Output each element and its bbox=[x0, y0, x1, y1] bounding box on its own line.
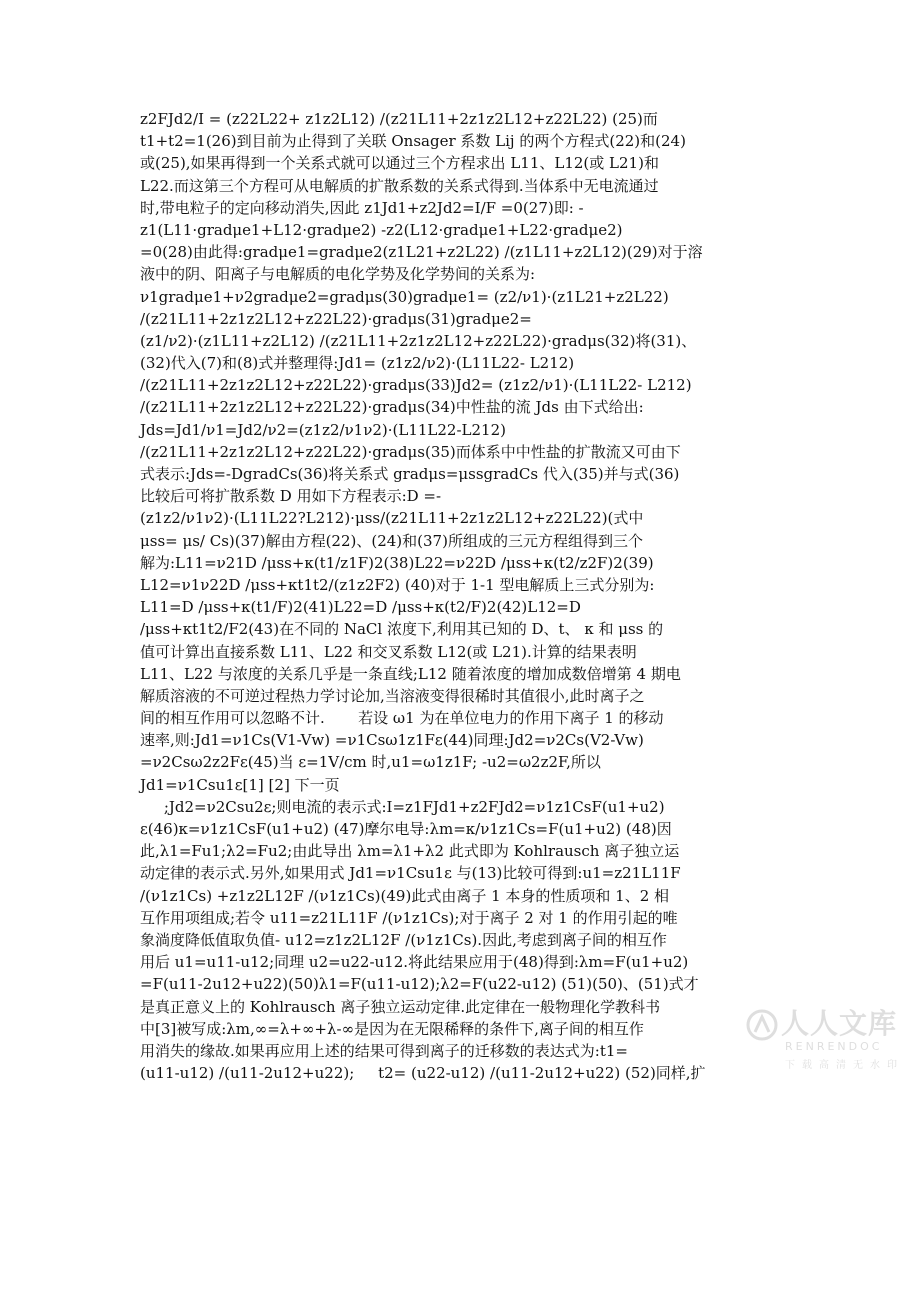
text-line: L22.而这第三个方程可从电解质的扩散系数的关系式得到.当体系中无电流通过 bbox=[140, 176, 659, 195]
text-line: /(z21L11+2z1z2L12+z22L22)·gradμs(34)中性盐的流 Jds 由下式给出: bbox=[140, 398, 644, 417]
text-line: 值可计算出直接系数 L11、L22 和交叉系数 L12(或 L21).计算的结果表明 bbox=[140, 642, 637, 661]
text-line: =F(u11-2u12+u22)(50)λ1=F(u11-u12);λ2=F(u22-u12) (51)(50)、(51)式才 bbox=[140, 975, 699, 994]
text-line: 式表示:Jds=-DgradCs(36)将关系式 gradμs=μssgradCs 代入(35)并与式(36) bbox=[140, 465, 680, 483]
text-line: 是真正意义上的 Kohlrausch 离子独立运动定律.此定律在一般物理化学教科书 bbox=[140, 997, 661, 1016]
text-line: =0(28)由此得:gradμe1=gradμe2(z1L21+z2L22) /(z1L11+z2L12)(29)对于溶 bbox=[140, 243, 703, 262]
text-line: Jds=Jd1/ν1=Jd2/ν2=(z1z2/ν1ν2)·(L11L22-L212) bbox=[140, 420, 506, 439]
text-line: t1+t2=1(26)到目前为止得到了关联 Onsager 系数 Lij 的两个方程式(22)和(24) bbox=[140, 132, 686, 151]
text-line: 间的相互作用可以忽略不计. 若设 ω1 为在单位电力的作用下离子 1 的移动 bbox=[140, 709, 664, 728]
text-line: 互作用项组成;若令 u11=z21L11F /(ν1z1Cs);对于离子 2 对 1 的作用引起的唯 bbox=[140, 908, 678, 927]
text-line: L11、L22 与浓度的关系几乎是一条直线;L12 随着浓度的增加成数倍增第 4 期电 bbox=[140, 664, 681, 683]
text-line: (z1/ν2)·(z1L11+z2L12) /(z21L11+2z1z2L12+z22L22)·gradμs(32)将(31)、 bbox=[140, 331, 697, 350]
text-line: 时,带电粒子的定向移动消失,因此 z1Jd1+z2Jd2=I/F =0(27)即: - bbox=[140, 198, 584, 217]
text-line: (32)代入(7)和(8)式并整理得:Jd1= (z1z2/ν2)·(L11L22- L212) bbox=[140, 354, 575, 373]
text-line: /(ν1z1Cs) +z1z2L12F /(ν1z1Cs)(49)此式由离子 1 本身的性质项和 1、2 相 bbox=[140, 886, 670, 905]
text-line: 动定律的表示式.另外,如果用式 Jd1=ν1Csu1ε 与(13)比较可得到:u1=z21L11F bbox=[140, 864, 681, 883]
text-line: 中[3]被写成:λm,∞=λ+∞+λ-∞是因为在无限稀释的条件下,离子间的相互作 bbox=[140, 1019, 644, 1038]
text-line: L11=D /μss+κ(t1/F)2(41)L22=D /μss+κ(t2/F)2(42)L12=D bbox=[140, 598, 581, 617]
text-line: /(z21L11+2z1z2L12+z22L22)·gradμs(31)gradμe2= bbox=[140, 309, 532, 328]
text-line: Jd1=ν1Csu1ε[1] [2] 下一页 bbox=[140, 775, 340, 794]
text-line: ν1gradμe1+ν2gradμe2=gradμs(30)gradμe1= (z2/ν1)·(z1L21+z2L22) bbox=[140, 287, 669, 306]
text-line: 比较后可将扩散系数 D 用如下方程表示:D =- bbox=[140, 487, 442, 506]
text-line: L12=ν1ν22D /μss+κt1t2/(z1z2F2) (40)对于 1-1 型电解质上三式分别为: bbox=[140, 575, 655, 594]
text-line: ε(46)κ=ν1z1CsF(u1+u2) (47)摩尔电导:λm=κ/ν1z1Cs=F(u1+u2) (48)因 bbox=[140, 820, 672, 838]
text-line: 用后 u1=u11-u12;同理 u2=u22-u12.将此结果应用于(48)得到:λm=F(u1+u2) bbox=[140, 953, 689, 972]
text-line: 用消失的缘故.如果再应用上述的结果可得到离子的迁移数的表达式为:t1= bbox=[140, 1041, 628, 1060]
text-line: =ν2Csω2z2Fε(45)当 ε=1V/cm 时,u1=ω1z1F; -u2=ω2z2F,所以 bbox=[140, 753, 601, 772]
text-line: μss= μs/ Cs)(37)解由方程(22)、(24)和(37)所组成的三元方程组得到三个 bbox=[140, 531, 643, 550]
watermark-title: 人人文库 bbox=[781, 1007, 898, 1040]
text-line: 此,λ1=Fu1;λ2=Fu2;由此导出 λm=λ1+λ2 此式即为 Kohlrausch 离子独立运 bbox=[140, 842, 680, 861]
text-line: z2FJd2/I = (z22L22+ z1z2L12) /(z21L11+2z1z2L12+z22L22) (25)而 bbox=[140, 110, 658, 128]
watermark-tagline: 下载高清无水印 bbox=[785, 1060, 904, 1071]
text-line: ;Jd2=ν2Csu2ε;则电流的表示式:I=z1FJd1+z2FJd2=ν1z1CsF(u1+u2) bbox=[140, 797, 665, 816]
text-line: /μss+κt1t2/F2(43)在不同的 NaCl 浓度下,利用其已知的 D、t、 κ 和 μss 的 bbox=[140, 620, 664, 639]
text-line: /(z21L11+2z1z2L12+z22L22)·gradμs(35)而体系中中性盐的扩散流又可由下 bbox=[140, 442, 681, 461]
text-line: 象淌度降低值取负值- u12=z1z2L12F /(ν1z1Cs).因此,考虑到离子间的相互作 bbox=[140, 930, 667, 949]
document-body bbox=[140, 108, 820, 1084]
text-line: 或(25),如果再得到一个关系式就可以通过三个方程求出 L11、L12(或 L21)和 bbox=[140, 154, 659, 173]
text-line: z1(L11·gradμe1+L12·gradμe2) -z2(L12·gradμe1+L22·gradμe2) bbox=[140, 220, 623, 239]
text-line: 液中的阴、阳离子与电解质的电化学势及化学势间的关系为: bbox=[140, 265, 536, 284]
text-line: (z1z2/ν1ν2)·(L11L22?L212)·μss/(z21L11+2z1z2L12+z22L22)(式中 bbox=[140, 509, 644, 528]
text-line: 解质溶液的不可逆过程热力学讨论加,当溶液变得很稀时其值很小,此时离子之 bbox=[140, 686, 645, 705]
watermark-subtitle: RENRENDOC bbox=[785, 1040, 883, 1053]
text-line: /(z21L11+2z1z2L12+z22L22)·gradμs(33)Jd2= (z1z2/ν1)·(L11L22- L212) bbox=[140, 376, 692, 395]
text-line: 速率,则:Jd1=ν1Cs(V1-Vw) =ν1Csω1z1Fε(44)同理:Jd2=ν2Cs(V2-Vw) bbox=[140, 731, 644, 750]
text-line: (u11-u12) /(u11-2u12+u22); t2= (u22-u12) /(u11-2u12+u22) (52)同样,扩 bbox=[140, 1064, 706, 1083]
text-line: 解为:L11=ν21D /μss+κ(t1/z1F)2(38)L22=ν22D /μss+κ(t2/z2F)2(39) bbox=[140, 553, 654, 572]
